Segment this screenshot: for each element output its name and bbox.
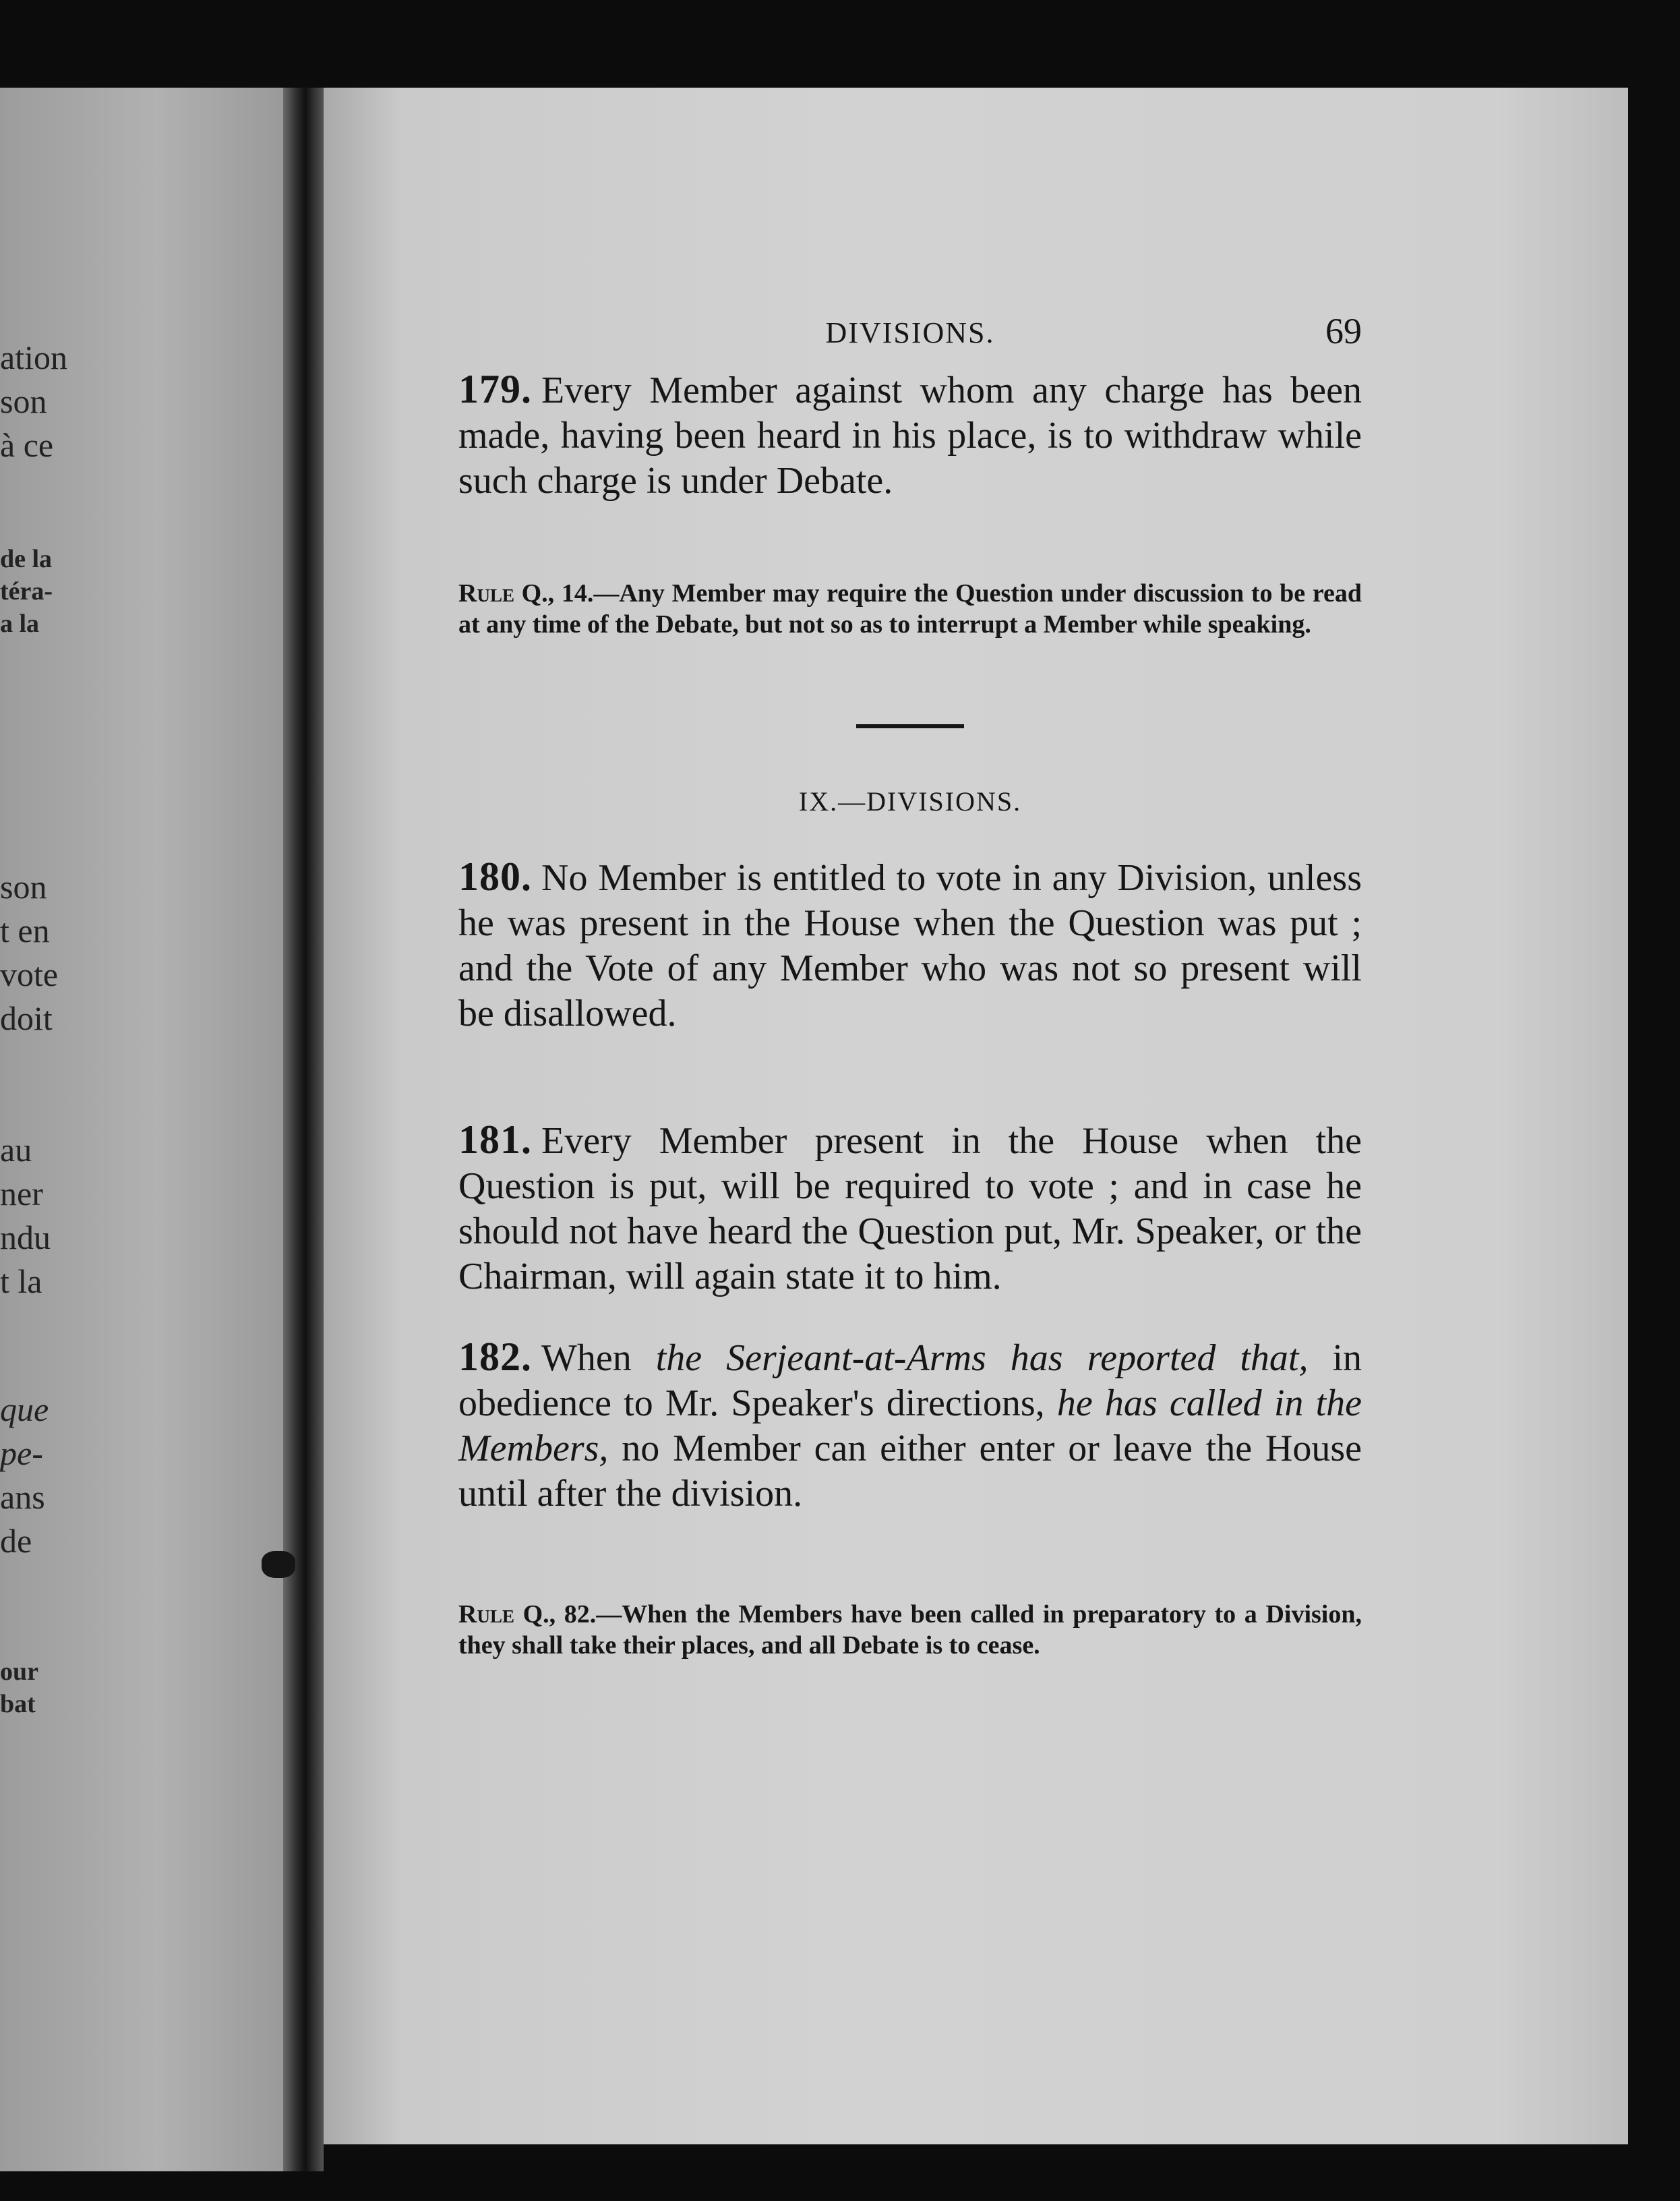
book-gutter [283, 88, 324, 2171]
left-fragment: a la [0, 610, 40, 638]
left-fragment: son [0, 868, 47, 906]
left-fragment: de la [0, 545, 53, 573]
left-fragment: de [0, 1522, 32, 1560]
binding-thread [262, 1551, 295, 1578]
paragraph-182 [458, 1334, 1362, 1517]
left-fragment: ation [0, 339, 67, 376]
left-page-text-fragments [0, 88, 283, 2171]
paragraph-181 [458, 1117, 1362, 1299]
paragraph-italic-text: he has called in the Members, [458, 1382, 1362, 1469]
left-fragment: à ce [0, 426, 54, 464]
section-separator [458, 724, 1362, 728]
rule-label: Rule Q., 82. [458, 1600, 597, 1628]
left-fragment: téra- [0, 577, 53, 606]
paragraph-180 [458, 854, 1362, 1036]
paragraph-text: When [541, 1337, 632, 1379]
left-fragment: t la [0, 1262, 42, 1300]
paragraph-text: no Member can either enter or leave the House until after the division. [458, 1428, 1362, 1515]
left-fragment: vote [0, 956, 59, 993]
left-fragment: ner [0, 1175, 43, 1212]
paragraph-text: in obedience to Mr. Speaker's directions, [458, 1337, 1362, 1424]
paragraph-number: 181. [458, 1117, 532, 1162]
running-head-title: DIVISIONS. [825, 316, 995, 349]
rule-note-14 [458, 578, 1362, 640]
left-fragment: son [0, 382, 47, 420]
rule-note-82 [458, 1599, 1362, 1661]
page-content [458, 310, 1362, 1661]
paragraph-179 [458, 367, 1362, 504]
rule-text: —Any Member may require the Question under discussion to be read at any time of the Debate, but not so as to interrupt a Member while speaking. [458, 579, 1362, 639]
left-fragment: ans [0, 1478, 45, 1516]
left-page [0, 88, 283, 2171]
paragraph-text: No Member is entitled to vote in any Division, unless he was present in the House when the Question was put ; and the Vote of any Member who was not so present will be disallowed. [458, 857, 1362, 1034]
left-fragment: pe- [0, 1434, 43, 1472]
paragraph-text: Every Member against whom any charge has been made, having been heard in his place, is to withdraw while such charge is under Debate. [458, 370, 1362, 502]
left-fragment: que [0, 1390, 49, 1428]
left-fragment: doit [0, 999, 53, 1037]
paragraph-number: 182. [458, 1334, 532, 1379]
paragraph-number: 180. [458, 854, 532, 899]
running-head [458, 310, 1362, 357]
section-heading: IX.—DIVISIONS. [798, 786, 1022, 817]
left-fragment: t en [0, 912, 50, 949]
rule-text: —When the Members have been called in preparatory to a Division, they shall take their places, and all Debate is to cease. [458, 1600, 1362, 1660]
left-fragment: our [0, 1657, 38, 1686]
page-number: 69 [1325, 311, 1362, 351]
left-fragment: au [0, 1131, 32, 1169]
left-fragment: bat [0, 1690, 36, 1718]
paragraph-italic-text: the Serjeant-at-Arms has reported that, [655, 1337, 1309, 1379]
paragraph-text: Every Member present in the House when the Question is put, will be required to vote ; and in case he should not have heard the Question put, Mr. Speaker, or the Chairman, will again state it to him. [458, 1120, 1362, 1297]
paragraph-number: 179. [458, 367, 532, 411]
rule-label: Rule Q., 14. [458, 579, 594, 608]
left-fragment: ndu [0, 1219, 51, 1256]
